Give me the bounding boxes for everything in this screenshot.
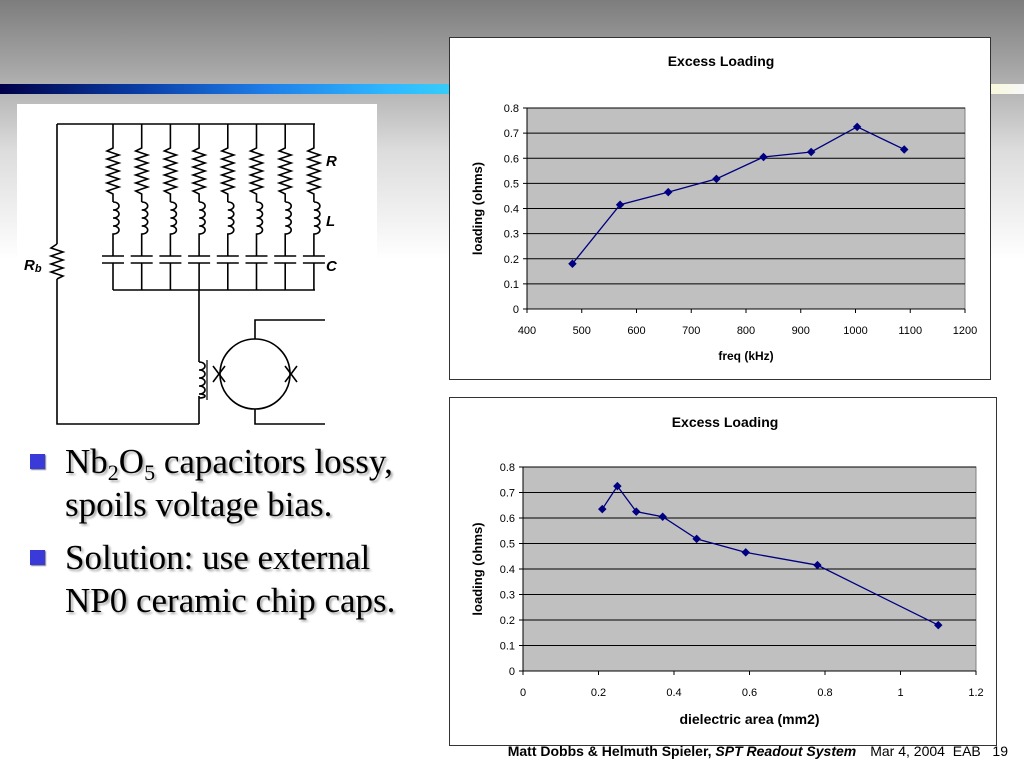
rb-resistor	[51, 244, 63, 279]
x-tick-label: 600	[627, 325, 646, 337]
x-tick-label: 700	[682, 325, 701, 337]
freq-loading-chart	[449, 37, 991, 380]
bullet-square-icon	[30, 550, 45, 565]
leg-inductor	[170, 202, 176, 256]
leg-resistor	[251, 124, 263, 202]
leg-capacitor	[188, 256, 210, 263]
x-tick-label: 400	[517, 325, 537, 337]
leg-resistor	[164, 124, 176, 202]
y-tick-label: 0.5	[499, 538, 515, 551]
y-tick-label: 0.4	[503, 203, 519, 216]
footer-initials: EAB	[952, 743, 981, 759]
chart-title: Excess Loading	[667, 53, 775, 69]
leg-capacitor	[246, 256, 268, 263]
x-tick-label: 1	[897, 687, 904, 699]
leg-capacitor	[217, 256, 239, 263]
x-tick-label: 900	[791, 325, 810, 337]
y-tick-label: 0.8	[503, 103, 519, 115]
label-c: C	[326, 258, 337, 275]
leg-capacitor	[102, 256, 124, 263]
leg-capacitor	[303, 256, 325, 263]
circuit-diagram	[17, 104, 377, 428]
leg-inductor	[285, 202, 291, 256]
leg-inductor	[314, 202, 320, 256]
y-axis-label: loading (ohms)	[470, 522, 485, 616]
x-tick-label: 0.4	[666, 687, 682, 699]
leg-resistor	[279, 124, 291, 202]
leg-resistor	[136, 124, 148, 202]
freq-loading-plot	[450, 38, 992, 381]
y-tick-label: 0.6	[499, 513, 515, 525]
squid-loop	[220, 339, 290, 409]
x-tick-label: 0.2	[590, 687, 607, 699]
x-tick-label: 0.6	[741, 687, 758, 699]
y-tick-label: 0.1	[503, 278, 519, 291]
bullet-text-solution: Solution: use external NP0 ceramic chip caps.	[65, 538, 396, 620]
footer-authors: Matt Dobbs & Helmuth Spieler,	[507, 743, 716, 759]
leg-inductor	[257, 202, 263, 256]
y-tick-label: 0.3	[503, 228, 519, 241]
x-tick-label: 1100	[898, 325, 923, 337]
y-tick-label: 0.5	[503, 178, 519, 191]
label-r: R	[326, 153, 337, 170]
y-tick-label: 0.2	[503, 253, 519, 266]
x-tick-label: 0	[519, 687, 527, 699]
leg-inductor	[199, 202, 205, 256]
bias-wire	[57, 124, 199, 424]
y-tick-label: 0.7	[503, 128, 519, 141]
josephson-junctions	[213, 366, 297, 382]
circuit-schematic	[17, 104, 377, 428]
y-tick-label: 0.3	[499, 589, 515, 602]
chart-title: Excess Loading	[671, 414, 779, 430]
bullet-item-solution	[30, 536, 410, 622]
x-axis-label: dielectric area (mm2)	[679, 711, 820, 727]
leg-inductor	[113, 202, 119, 256]
input-coil	[199, 362, 205, 398]
x-tick-label: 1000	[843, 325, 868, 337]
y-tick-label: 0.2	[499, 615, 515, 627]
leg-capacitor	[159, 256, 181, 263]
bullet-list	[30, 440, 410, 632]
leg-resistor	[193, 124, 205, 202]
bullet-item-capacitors	[30, 440, 410, 526]
leg-inductor	[228, 202, 234, 256]
leg-capacitor	[131, 256, 153, 263]
y-tick-label: 0.6	[503, 153, 519, 166]
x-tick-label: 1.2	[968, 687, 984, 699]
footer-page-number: 19	[992, 743, 1008, 759]
bullet-text-capacitors: $Nb_2O_5$ capacitors lossy, spoils voltage bias.	[65, 442, 393, 524]
x-axis-label: freq (kHz)	[718, 349, 774, 363]
leg-resistor	[222, 124, 234, 202]
bullet-square-icon	[30, 454, 45, 469]
x-tick-label: 500	[572, 325, 591, 337]
footer-date: Mar 4, 2004	[870, 743, 945, 759]
y-tick-label: 0.1	[499, 640, 515, 653]
x-tick-label: 1200	[952, 325, 978, 337]
leg-capacitor	[274, 256, 296, 263]
x-tick-label: 0.8	[817, 687, 833, 699]
slide-footer	[508, 743, 1008, 759]
label-l: L	[326, 213, 336, 230]
y-tick-label: 0.7	[499, 487, 515, 500]
x-tick-label: 800	[736, 325, 756, 337]
leg-inductor	[142, 202, 148, 256]
y-axis-label: loading (ohms)	[470, 161, 485, 256]
y-tick-label: 0	[512, 304, 519, 316]
y-tick-label: 0.8	[499, 462, 515, 474]
label-rb: Rb	[24, 257, 42, 275]
y-tick-label: 0	[508, 666, 515, 678]
footer-system: SPT Readout System	[715, 743, 857, 759]
y-tick-label: 0.4	[499, 564, 515, 576]
area-loading-plot	[450, 398, 998, 747]
rlc-legs	[102, 124, 325, 290]
area-loading-chart	[449, 397, 997, 746]
leg-resistor	[107, 124, 119, 202]
leg-resistor	[308, 124, 320, 202]
